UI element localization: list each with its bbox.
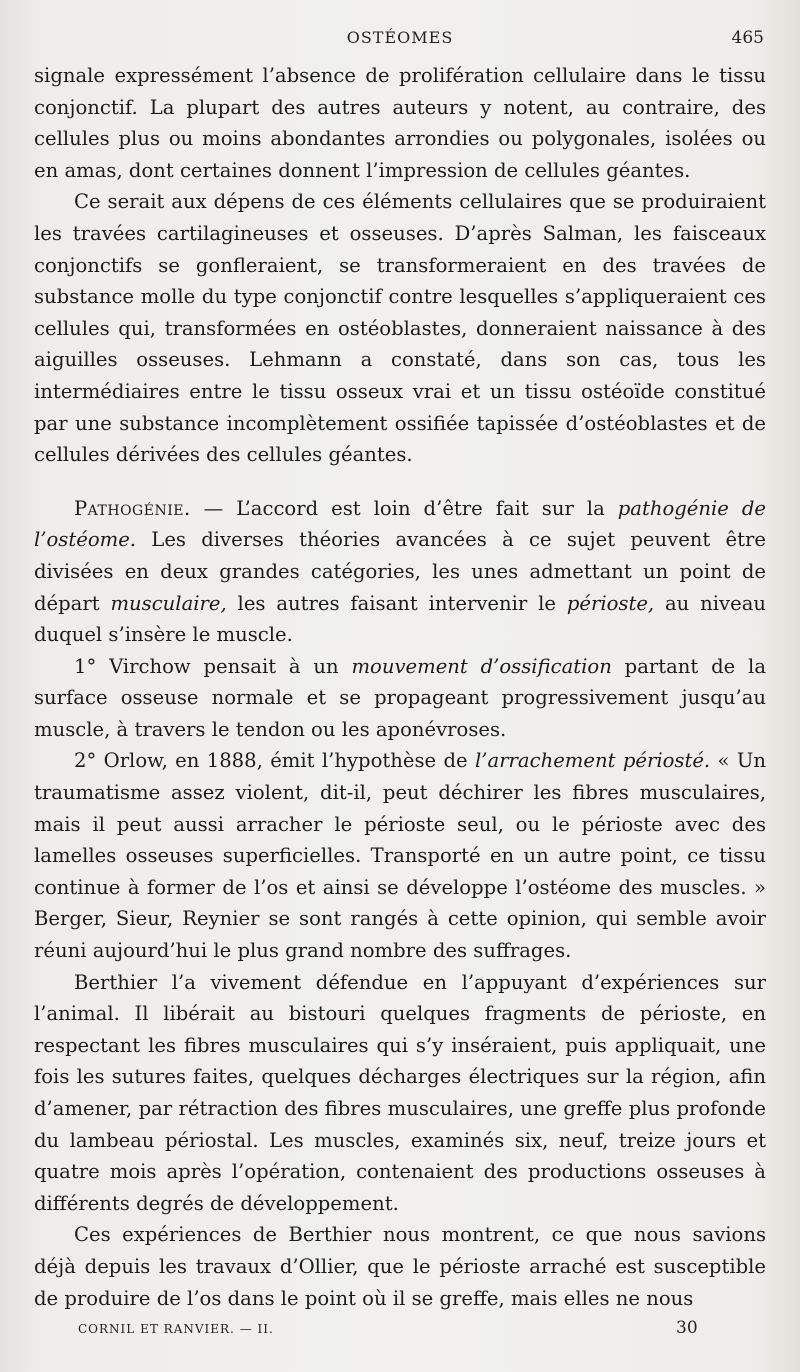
italic-run: musculaire, <box>110 591 227 615</box>
page-footer <box>0 1318 800 1342</box>
text-run: 1° Virchow pensait à un <box>74 654 352 678</box>
paragraph-virchow <box>34 651 766 746</box>
paragraph-2: Ce serait aux dépens de ces éléments cellulaires que se produiraient les travées cartilagineuses et osseuses. D’après Salman, les faisceaux conjonctifs se gonfleraient, se transformeraient en des travées de substance molle du type conjonctif contre lesquelles s’appliqueraient ces cellules qui, transformées en ostéoblastes, donneraient naissance à des aiguilles osseuses. Lehmann a constaté, dans son cas, tous les intermédiaires entre le tissu osseux vrai et un tissu ostéoïde constitué par une substance incomplètement ossifiée tapissée d’ostéoblastes et de cellules dérivées des cellules géantes. <box>34 190 766 467</box>
section-heading-pathogenie: Pathogénie. <box>74 496 191 520</box>
italic-run: périoste, <box>566 591 655 615</box>
paragraph-1: signale expressément l’absence de prolifération cellulaire dans le tissu conjonctif. La plupart des autres auteurs y notent, au contraire, des cellules plus ou moins abondantes arrondies ou polygonales, isolées ou en amas, dont certaines donnent l’impression de cellules géantes. <box>34 64 766 182</box>
signature-mark: 30 <box>676 1318 698 1338</box>
italic-run: mouvement d’ossification <box>351 654 612 678</box>
body-text <box>34 60 766 1314</box>
paragraph-berthier: Berthier l’a vivement défendue en l’appuyant d’expériences sur l’animal. Il libérait au bistouri quelques fragments de périoste, en respectant les fibres musculaires qui s’y inséraient, puis appliquait, une fois les sutures faites, quelques décharges électriques sur la région, afin d’amener, par rétraction des fibres musculaires, une greffe plus profonde du lambeau périostal. Les muscles, examinés six, neuf, treize jours et quatre mois après l’opération, contenaient des productions osseuses à différents degrés de développement. <box>34 970 766 1215</box>
text-run: partant de la surface osseuse normale et se propageant progressivement jusqu’au muscle, à travers le tendon ou les aponévroses. <box>34 654 766 741</box>
text-run: Les diverses théories avancées à ce sujet peuvent être divisées en deux grandes catégories, les unes admettant un point de départ <box>34 528 766 615</box>
text-run: les autres faisant intervenir le <box>226 591 567 615</box>
paragraph-experiences: Ces expériences de Berthier nous montrent, ce que nous savions déjà depuis les travaux d’Ollier, que le périoste arraché est susceptible de produire de l’os dans le point où il se greffe, mais elles ne nous <box>34 1223 766 1310</box>
paragraph-orlow <box>34 745 766 966</box>
running-title: OSTÉOMES <box>346 28 454 47</box>
running-head <box>0 28 800 56</box>
text-run: — L’accord est loin d’être fait sur la <box>190 496 618 520</box>
text-run: au niveau duquel s’insère le muscle. <box>34 591 766 647</box>
paragraph-pathogenie <box>34 493 766 651</box>
italic-run: l’arrachement périosté. <box>475 749 711 773</box>
text-run: « Un traumatisme assez violent, dit-il, peut déchirer les fibres musculaires, mais il peut aussi arracher le périoste seul, ou le périoste avec des lamelles osseuses superficielles. Transporté en un autre point, ce tissu continue à former de l’os et ainsi se développe l’ostéome des muscles. » Berger, Sieur, Reynier se sont rangés à cette opinion, qui semble avoir réuni aujourd’hui le plus grand nombre des suffrages. <box>34 749 767 963</box>
page-number: 465 <box>731 28 764 48</box>
footer-imprint: CORNIL ET RANVIER. — II. <box>78 1322 274 1336</box>
italic-run: pathogénie de l’ostéome. <box>34 496 767 552</box>
text-run: 2° Orlow, en 1888, émit l’hypothèse de <box>74 749 476 773</box>
